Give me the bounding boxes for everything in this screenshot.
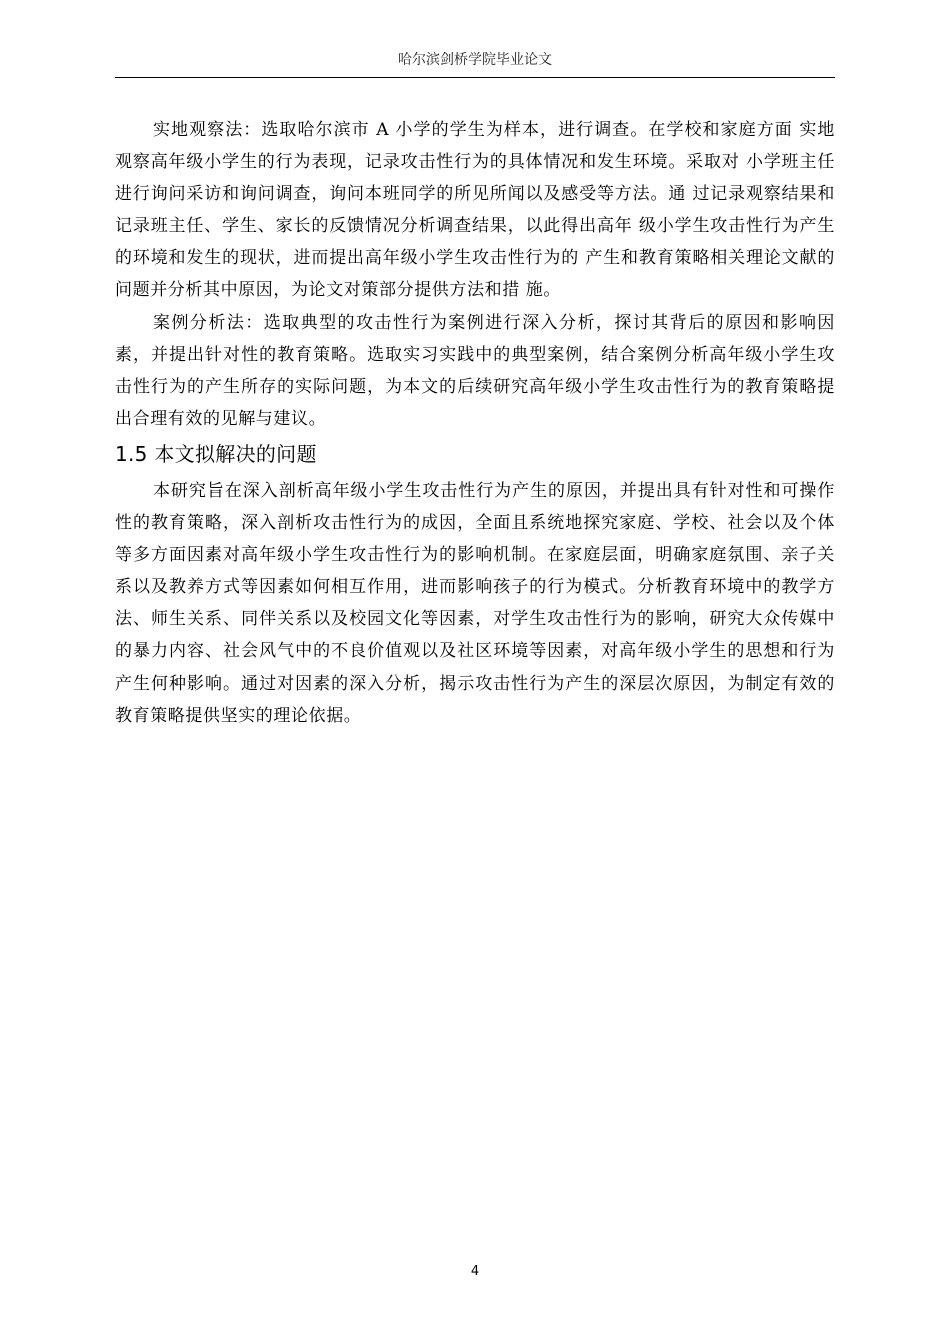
page-header	[115, 50, 835, 78]
section-heading: 1.5 本文拟解决的问题	[115, 441, 317, 466]
page-content	[115, 114, 835, 732]
paragraph-field-observation: 实地观察法：选取哈尔滨市 A 小学的学生为样本，进行调查。在学校和家庭方面 实地观察高年级小学生的行为表现，记录攻击性行为的具体情况和发生环境。采取对 小学班主任进行询问采访和询问调查，询问本班同学的所见所闻以及感受等方法。通 过记录观察结果和记录班主任、学生、家长的反馈情况分析调查结果，以此得出高年 级小学生攻击性行为产生的环境和发生的现状，进而提出高年级小学生攻击性行为的 产生和教育策略相关理论文献的问题并分析其中原因，为论文对策部分提供方法和措 施。	[115, 120, 835, 301]
paragraph-research-problem: 本研究旨在深入剖析高年级小学生攻击性行为产生的原因，并提出具有针对性和可操作性的教育策略，深入剖析攻击性行为的成因，全面且系统地探究家庭、学校、社会以及个体等多方面因素对高年级小学生攻击性行为的影响机制。在家庭层面，明确家庭氛围、亲子关系以及教养方式等因素如何相互作用，进而影响孩子的行为模式。分析教育环境中的教学方法、师生关系、同伴关系以及校园文化等因素，对学生攻击性行为的影响，研究大众传媒中的暴力内容、社会风气中的不良价值观以及社区环境等因素，对高年级小学生的思想和行为产生何种影响。通过对因素的深入分析，揭示攻击性行为产生的深层次原因，为制定有效的教育策略提供坚实的理论依据。	[115, 480, 835, 726]
running-title: 哈尔滨剑桥学院毕业论文	[398, 52, 552, 68]
page-number: 4	[470, 1264, 480, 1279]
paragraph-case-analysis: 案例分析法：选取典型的攻击性行为案例进行深入分析，探讨其背后的原因和影响因素，并提出针对性的教育策略。选取实习实践中的典型案例，结合案例分析高年级小学生攻击性行为的产生所存的实际问题，为本文的后续研究高年级小学生攻击性行为的教育策略提出合理有效的见解与建议。	[115, 312, 835, 429]
